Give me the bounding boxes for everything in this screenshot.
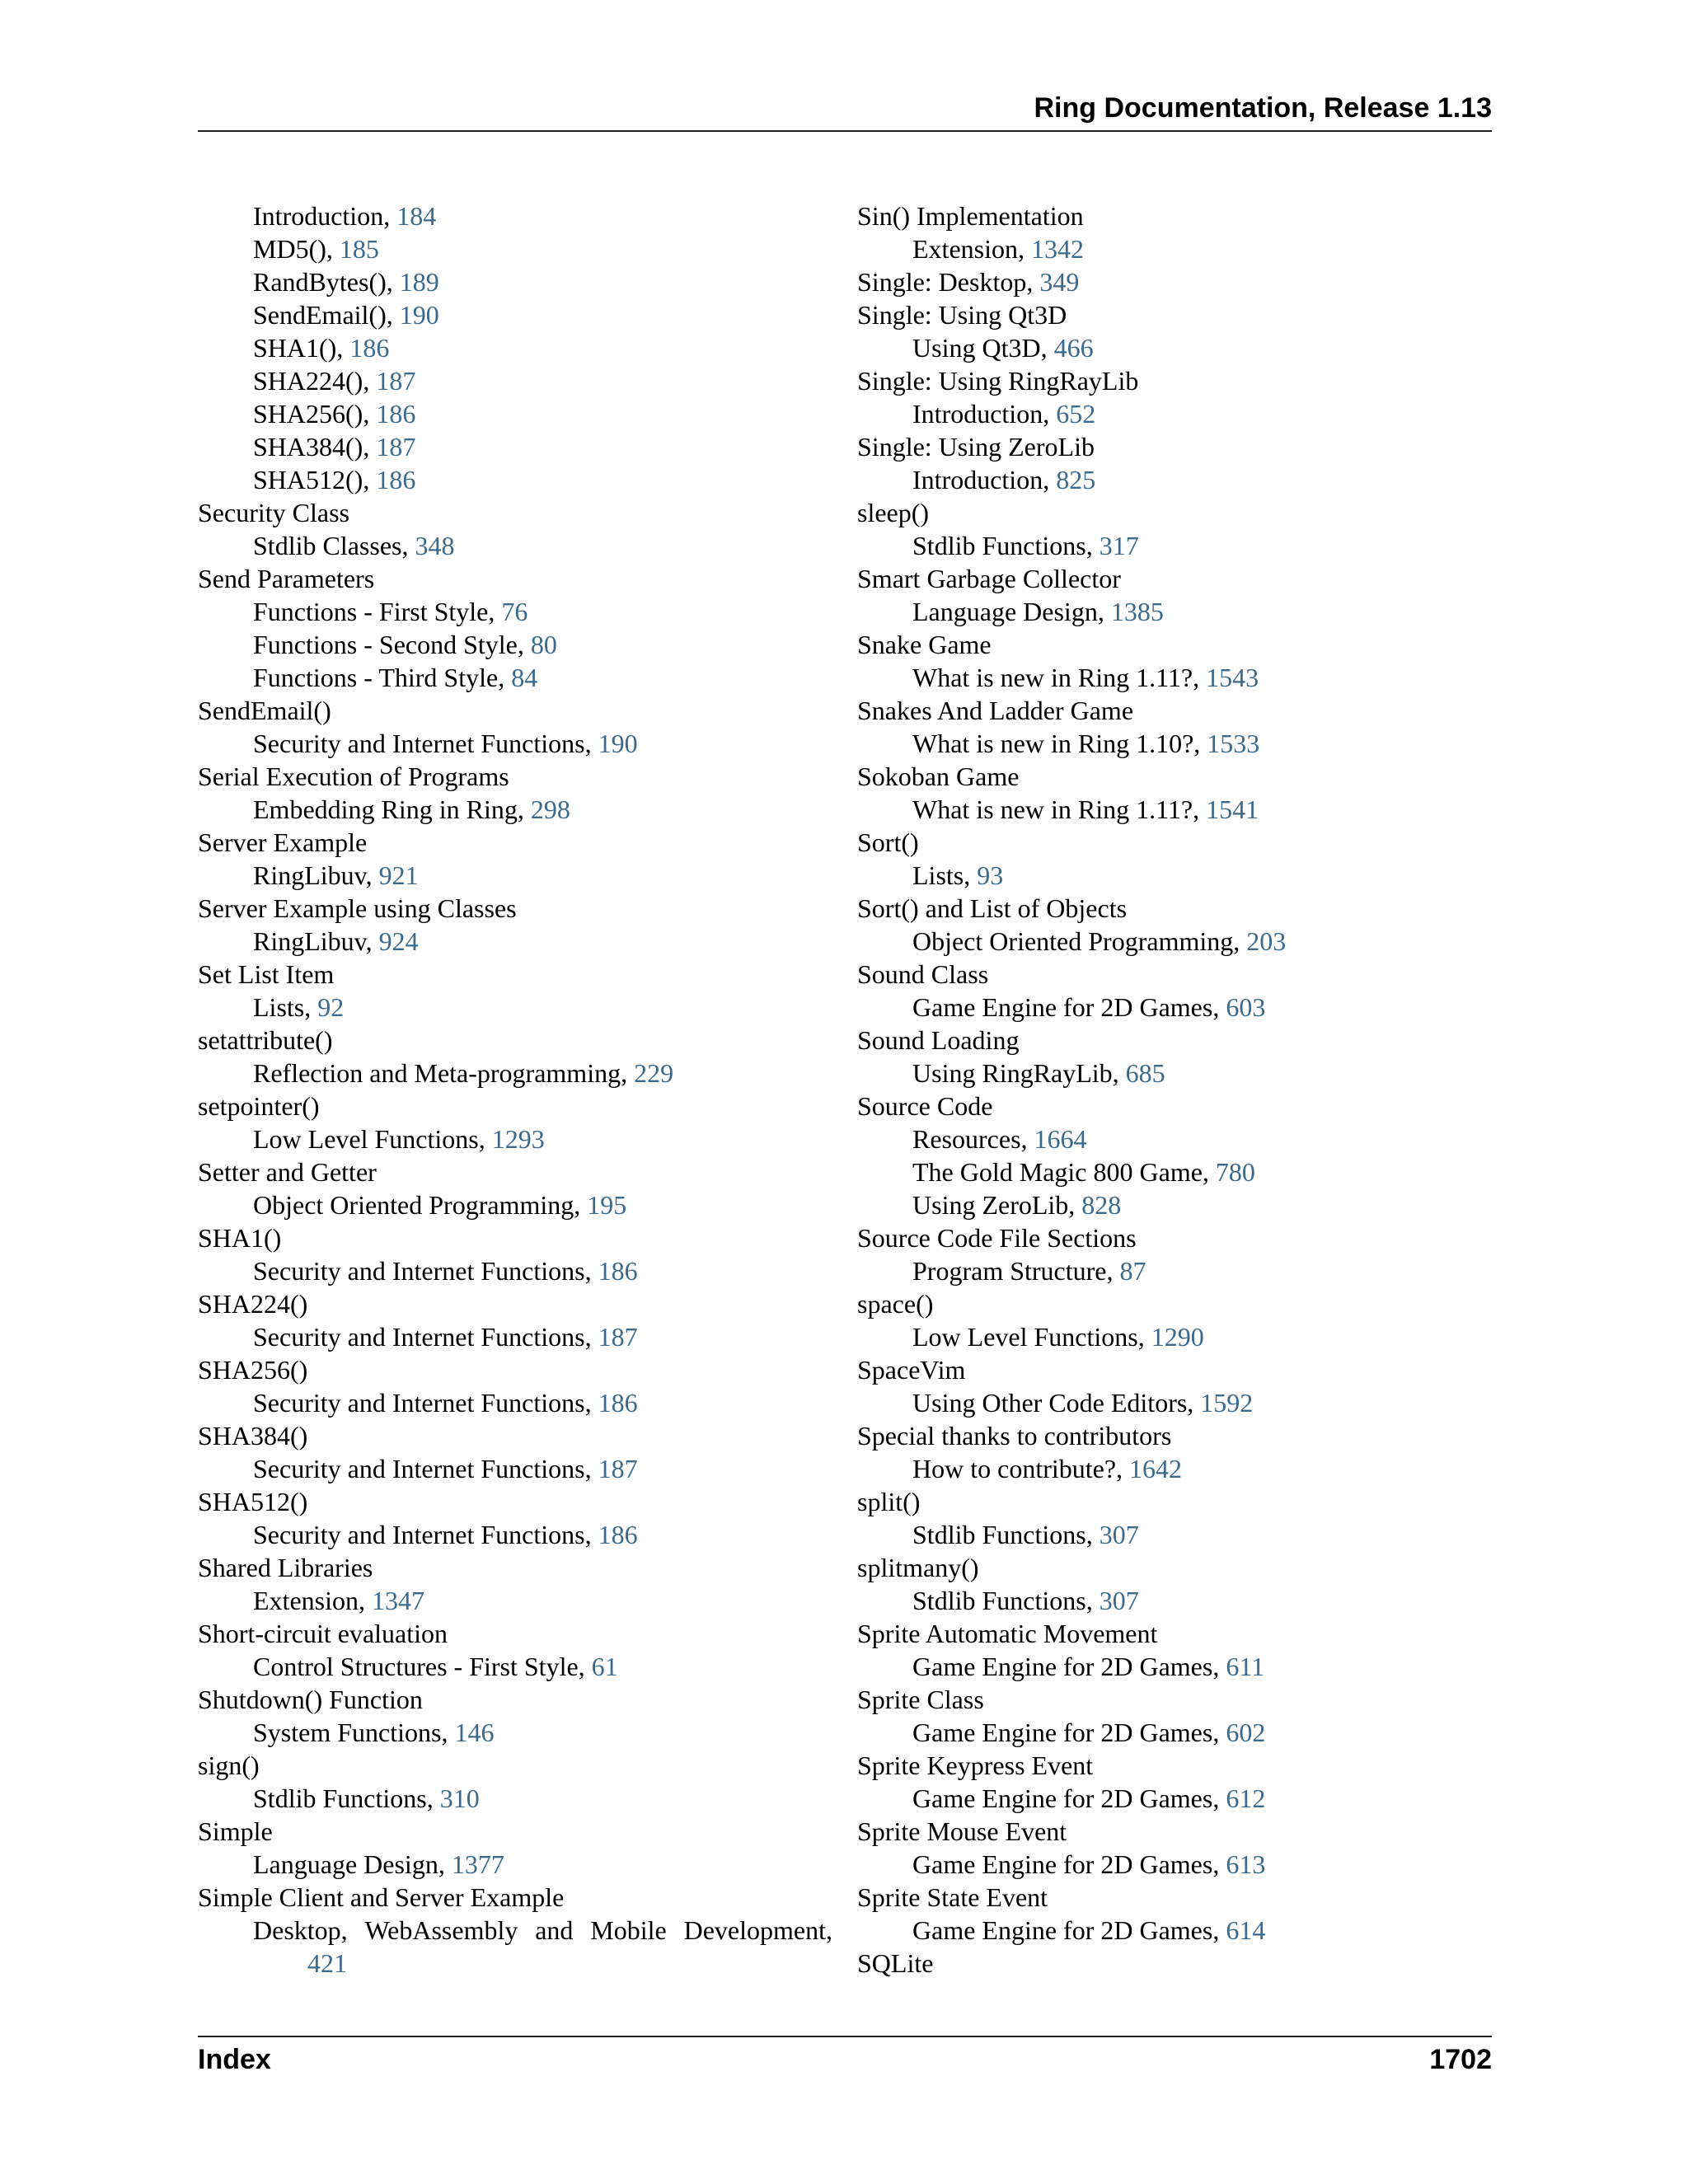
index-entry-text: Source Code File Sections bbox=[857, 1223, 1137, 1253]
index-entry-text: Functions - First Style, bbox=[253, 597, 502, 626]
page-link[interactable]: 87 bbox=[1119, 1256, 1146, 1286]
index-entry-text: Short-circuit evaluation bbox=[198, 1619, 448, 1648]
page-link[interactable]: 1541 bbox=[1206, 794, 1259, 824]
index-entry-text: Control Structures - First Style, bbox=[253, 1652, 592, 1681]
page-link[interactable]: 612 bbox=[1226, 1783, 1266, 1813]
page-link[interactable]: 307 bbox=[1099, 1520, 1139, 1549]
index-entry-text: sign() bbox=[198, 1750, 260, 1780]
index-term bbox=[857, 826, 1492, 859]
index-entry-text: SHA384() bbox=[198, 1421, 308, 1451]
page-link[interactable]: 186 bbox=[598, 1520, 638, 1549]
index-entry-text: What is new in Ring 1.11?, bbox=[912, 663, 1207, 692]
index-entry-text: Security and Internet Functions, bbox=[253, 729, 598, 758]
index-term bbox=[857, 1090, 1492, 1122]
page-link[interactable]: 184 bbox=[396, 201, 437, 231]
index-subentry bbox=[198, 793, 832, 826]
index-subentry bbox=[198, 1947, 832, 1980]
index-entry-text: Sprite Keypress Event bbox=[857, 1750, 1094, 1780]
index-subentry bbox=[198, 628, 832, 661]
index-subentry bbox=[857, 793, 1492, 826]
index-term bbox=[857, 1287, 1492, 1320]
index-entry-text: Functions - Second Style, bbox=[253, 630, 531, 659]
index-term bbox=[857, 1551, 1492, 1584]
page-link[interactable]: 187 bbox=[376, 366, 416, 396]
index-column-right bbox=[857, 199, 1492, 1980]
index-term bbox=[857, 1815, 1492, 1848]
index-entry-word: Development, bbox=[683, 1915, 832, 1945]
index-entry-text: split() bbox=[857, 1487, 921, 1516]
index-entry-text: Lists, bbox=[912, 860, 978, 890]
page-link[interactable]: 466 bbox=[1053, 333, 1094, 363]
index-subentry bbox=[198, 1057, 832, 1090]
page-link[interactable]: 921 bbox=[378, 860, 419, 890]
index-term bbox=[857, 1024, 1492, 1057]
index-subentry bbox=[198, 232, 832, 265]
page-link[interactable]: 187 bbox=[376, 432, 416, 462]
index-subentry bbox=[857, 1716, 1492, 1749]
index-subentry bbox=[198, 265, 832, 298]
index-term bbox=[198, 760, 832, 793]
page-link[interactable]: 146 bbox=[454, 1718, 495, 1747]
index-term bbox=[198, 1353, 832, 1386]
index-entry-text: Sprite Mouse Event bbox=[857, 1816, 1067, 1846]
index-subentry bbox=[857, 232, 1492, 265]
index-term bbox=[198, 1815, 832, 1848]
index-subentry bbox=[198, 463, 832, 496]
index-entry-text: Language Design, bbox=[912, 597, 1111, 626]
index-subentry bbox=[857, 1155, 1492, 1188]
index-subentry bbox=[857, 1452, 1492, 1485]
page-link[interactable]: 1533 bbox=[1207, 729, 1260, 758]
index-subentry bbox=[198, 1386, 832, 1419]
page-link[interactable]: 203 bbox=[1246, 926, 1287, 956]
index-subentry bbox=[857, 1848, 1492, 1881]
index-subentry bbox=[198, 1914, 832, 1947]
index-entry-text: Special thanks to contributors bbox=[857, 1421, 1172, 1451]
index-entry-text: Serial Execution of Programs bbox=[198, 762, 509, 791]
index-subentry bbox=[857, 991, 1492, 1024]
index-entry-text: Low Level Functions, bbox=[253, 1124, 492, 1154]
index-entry-text: Security Class bbox=[198, 498, 349, 527]
page-link[interactable]: 195 bbox=[587, 1190, 627, 1220]
index-entry-text: SHA1() bbox=[198, 1223, 282, 1253]
index-subentry bbox=[198, 991, 832, 1024]
index-term bbox=[857, 1683, 1492, 1716]
index-entry-text: Stdlib Classes, bbox=[253, 531, 415, 560]
index-subentry bbox=[857, 1057, 1492, 1090]
running-header: Ring Documentation, Release 1.13 bbox=[1034, 92, 1492, 124]
index-term bbox=[857, 1881, 1492, 1914]
page-link[interactable]: 92 bbox=[317, 992, 345, 1022]
index-term bbox=[857, 496, 1492, 529]
index-entry-text: Shared Libraries bbox=[198, 1553, 373, 1582]
page-link[interactable]: 421 bbox=[307, 1948, 347, 1978]
page-link[interactable]: 1543 bbox=[1206, 663, 1259, 692]
index-term bbox=[198, 1287, 832, 1320]
index-subentry bbox=[857, 397, 1492, 430]
index-term bbox=[857, 1617, 1492, 1650]
index-subentry bbox=[198, 859, 832, 892]
index-entry-text: System Functions, bbox=[253, 1718, 455, 1747]
index-term bbox=[198, 1419, 832, 1452]
index-subentry bbox=[198, 331, 832, 364]
index-term bbox=[857, 628, 1492, 661]
page-link[interactable]: 652 bbox=[1056, 399, 1096, 429]
index-entry-word: Mobile bbox=[590, 1915, 667, 1945]
index-entry-text: Snakes And Ladder Game bbox=[857, 696, 1134, 725]
index-entry-text: Sound Loading bbox=[857, 1025, 1020, 1055]
index-entry-text: SHA512(), bbox=[253, 465, 377, 494]
index-entry-text: Single: Using RingRayLib bbox=[857, 366, 1139, 396]
index-entry-text: SHA1(), bbox=[253, 333, 350, 363]
index-subentry bbox=[198, 364, 832, 397]
page-link[interactable]: 1385 bbox=[1110, 597, 1164, 626]
page-link[interactable]: 186 bbox=[376, 399, 416, 429]
page-link[interactable]: 1290 bbox=[1151, 1322, 1204, 1352]
index-entry-text: Setter and Getter bbox=[198, 1157, 377, 1187]
index-subentry bbox=[198, 1254, 832, 1287]
index-term bbox=[198, 562, 832, 595]
index-subentry bbox=[198, 1848, 832, 1881]
index-entry-text: Stdlib Functions, bbox=[912, 531, 1100, 560]
index-term bbox=[857, 892, 1492, 925]
index-entry-text: Sprite Automatic Movement bbox=[857, 1619, 1158, 1648]
page-link[interactable]: 310 bbox=[439, 1783, 480, 1813]
index-entry-text: Functions - Third Style, bbox=[253, 663, 512, 692]
index-subentry bbox=[857, 859, 1492, 892]
index-subentry bbox=[198, 661, 832, 694]
index-entry-text: Security and Internet Functions, bbox=[253, 1256, 598, 1286]
index-term bbox=[857, 1419, 1492, 1452]
index-entry-text: Language Design, bbox=[253, 1849, 452, 1879]
page-link[interactable]: 229 bbox=[634, 1058, 674, 1088]
index-subentry bbox=[198, 430, 832, 463]
page-link[interactable]: 186 bbox=[349, 333, 390, 363]
index-entry-text: Sin() Implementation bbox=[857, 201, 1084, 231]
page-link[interactable]: 186 bbox=[598, 1388, 638, 1418]
index-subentry bbox=[198, 727, 832, 760]
index-entry-text: Sort() bbox=[857, 827, 919, 857]
footer-section-label: Index bbox=[198, 2044, 271, 2075]
index-entry-text: How to contribute?, bbox=[912, 1454, 1130, 1483]
index-term bbox=[198, 1551, 832, 1584]
index-subentry bbox=[198, 1188, 832, 1221]
index-entry-text: What is new in Ring 1.10?, bbox=[912, 729, 1207, 758]
index-subentry bbox=[857, 661, 1492, 694]
page-link[interactable]: 84 bbox=[511, 663, 538, 692]
page-link[interactable]: 825 bbox=[1056, 465, 1096, 494]
page-link[interactable]: 613 bbox=[1226, 1849, 1266, 1879]
index-entry-text: Game Engine for 2D Games, bbox=[912, 1652, 1226, 1681]
page-link[interactable]: 828 bbox=[1081, 1190, 1122, 1220]
page-link[interactable]: 1347 bbox=[371, 1586, 424, 1615]
page-link[interactable]: 1642 bbox=[1129, 1454, 1183, 1483]
index-entry-text: Sound Class bbox=[857, 959, 989, 989]
index-entry-text: Send Parameters bbox=[198, 564, 375, 593]
page-link[interactable]: 187 bbox=[598, 1454, 638, 1483]
index-subentry bbox=[857, 1320, 1492, 1353]
page-link[interactable]: 185 bbox=[339, 234, 379, 264]
index-entry-text: Sort() and List of Objects bbox=[857, 893, 1128, 923]
index-term bbox=[198, 826, 832, 859]
index-entry-text: Game Engine for 2D Games, bbox=[912, 992, 1226, 1022]
index-entry-text: SHA224() bbox=[198, 1289, 308, 1319]
index-entry-text: Simple bbox=[198, 1816, 273, 1846]
index-subentry bbox=[857, 1386, 1492, 1419]
index-entry-word: Desktop, bbox=[253, 1915, 348, 1945]
index-term bbox=[857, 430, 1492, 463]
index-subentry bbox=[198, 1782, 832, 1815]
index-term bbox=[198, 1683, 832, 1716]
index-subentry bbox=[198, 1320, 832, 1353]
index-term bbox=[198, 958, 832, 991]
index-subentry bbox=[198, 1650, 832, 1683]
index-entry-text: Server Example bbox=[198, 827, 368, 857]
index-entry-text: Embedding Ring in Ring, bbox=[253, 794, 531, 824]
index-entry-text: Stdlib Functions, bbox=[912, 1586, 1100, 1615]
index-subentry bbox=[857, 925, 1492, 958]
index-entry-text: MD5(), bbox=[253, 234, 340, 264]
index-term bbox=[857, 298, 1492, 331]
page-link[interactable]: 190 bbox=[399, 300, 439, 330]
page-link[interactable]: 1342 bbox=[1030, 234, 1084, 264]
index-entry-text: What is new in Ring 1.11?, bbox=[912, 794, 1207, 824]
page-link[interactable]: 186 bbox=[598, 1256, 638, 1286]
index-term bbox=[857, 694, 1492, 727]
footer-rule bbox=[198, 2036, 1492, 2037]
index-entry-text: SendEmail() bbox=[198, 696, 331, 725]
index-entry-text: Low Level Functions, bbox=[912, 1322, 1151, 1352]
index-term bbox=[857, 562, 1492, 595]
page-link[interactable]: 61 bbox=[591, 1652, 618, 1681]
page-link[interactable]: 603 bbox=[1226, 992, 1266, 1022]
index-subentry bbox=[857, 727, 1492, 760]
index-entry-text: Stdlib Functions, bbox=[253, 1783, 440, 1813]
index-term bbox=[198, 1485, 832, 1518]
index-term bbox=[198, 1024, 832, 1057]
index-entry-text: Sprite State Event bbox=[857, 1882, 1048, 1912]
page-link[interactable]: 348 bbox=[415, 531, 455, 560]
index-subentry bbox=[857, 595, 1492, 628]
page-link[interactable]: 685 bbox=[1125, 1058, 1165, 1088]
index-entry-text: Set List Item bbox=[198, 959, 335, 989]
page-link[interactable]: 349 bbox=[1039, 267, 1080, 297]
index-term bbox=[857, 364, 1492, 397]
index-term bbox=[857, 265, 1492, 298]
index-entry-text: SendEmail(), bbox=[253, 300, 400, 330]
page-link[interactable]: 186 bbox=[376, 465, 416, 494]
index-entry-text: SHA256() bbox=[198, 1355, 308, 1385]
page-link[interactable]: 189 bbox=[399, 267, 439, 297]
index-entry-text: Sprite Class bbox=[857, 1685, 984, 1714]
index-term bbox=[857, 760, 1492, 793]
page-link[interactable]: 1377 bbox=[451, 1849, 504, 1879]
page-link[interactable]: 190 bbox=[598, 729, 638, 758]
index-entry-text: Game Engine for 2D Games, bbox=[912, 1849, 1226, 1879]
page-link[interactable]: 307 bbox=[1099, 1586, 1139, 1615]
index-subentry bbox=[198, 595, 832, 628]
index-entry-text: RandBytes(), bbox=[253, 267, 400, 297]
index-subentry bbox=[857, 463, 1492, 496]
index-entry-text: Using RingRayLib, bbox=[912, 1058, 1126, 1088]
index-term bbox=[857, 199, 1492, 232]
index-entry-text: Security and Internet Functions, bbox=[253, 1388, 598, 1418]
index-term bbox=[857, 1947, 1492, 1980]
index-subentry bbox=[857, 1914, 1492, 1947]
index-entry-text: Introduction, bbox=[253, 201, 397, 231]
page-link[interactable]: 1664 bbox=[1034, 1124, 1087, 1154]
index-entry-text: Using Other Code Editors, bbox=[912, 1388, 1201, 1418]
index-entry-text: Extension, bbox=[253, 1586, 372, 1615]
index-entry-text: Reflection and Meta-programming, bbox=[253, 1058, 635, 1088]
index-entry-text: Game Engine for 2D Games, bbox=[912, 1783, 1226, 1813]
index-entry-text: Single: Desktop, bbox=[857, 267, 1040, 297]
footer-page-number: 1702 bbox=[1429, 2044, 1492, 2075]
index-entry-text: Lists, bbox=[253, 992, 318, 1022]
index-term bbox=[857, 958, 1492, 991]
index-term bbox=[198, 496, 832, 529]
index-subentry bbox=[857, 1518, 1492, 1551]
index-subentry bbox=[198, 925, 832, 958]
index-term bbox=[198, 1881, 832, 1914]
index-subentry bbox=[857, 331, 1492, 364]
index-entry-text: Source Code bbox=[857, 1091, 993, 1121]
index-entry-text: Smart Garbage Collector bbox=[857, 564, 1121, 593]
index-entry-text: Security and Internet Functions, bbox=[253, 1520, 598, 1549]
index-entry-text: splitmany() bbox=[857, 1553, 979, 1582]
index-term bbox=[857, 1485, 1492, 1518]
index-subentry bbox=[198, 1716, 832, 1749]
index-entry-text: RingLibuv, bbox=[253, 926, 379, 956]
index-subentry bbox=[857, 1782, 1492, 1815]
index-entry-word: and bbox=[535, 1915, 574, 1945]
index-term bbox=[857, 1749, 1492, 1782]
index-entry-text: setattribute() bbox=[198, 1025, 333, 1055]
index-subentry bbox=[857, 1254, 1492, 1287]
index-entry-text: SHA384(), bbox=[253, 432, 377, 462]
index-entry-text: Program Structure, bbox=[912, 1256, 1120, 1286]
index-subentry bbox=[857, 529, 1492, 562]
index-term bbox=[198, 694, 832, 727]
index-entry-text: Introduction, bbox=[912, 465, 1057, 494]
index-entry-text: SHA256(), bbox=[253, 399, 377, 429]
index-subentry bbox=[198, 298, 832, 331]
index-entry-text: Introduction, bbox=[912, 399, 1057, 429]
index-entry-text: Shutdown() Function bbox=[198, 1685, 423, 1714]
page-link[interactable]: 80 bbox=[530, 630, 557, 659]
page-link[interactable]: 1592 bbox=[1200, 1388, 1254, 1418]
index-entry-text: Single: Using ZeroLib bbox=[857, 432, 1095, 462]
page-link[interactable]: 317 bbox=[1099, 531, 1139, 560]
index-entry-text: Simple Client and Server Example bbox=[198, 1882, 565, 1912]
index-entry-text: space() bbox=[857, 1289, 934, 1319]
index-term bbox=[198, 1155, 832, 1188]
index-subentry bbox=[198, 199, 832, 232]
index-term bbox=[198, 1749, 832, 1782]
page-link[interactable]: 924 bbox=[378, 926, 419, 956]
index-subentry bbox=[857, 1188, 1492, 1221]
index-term bbox=[198, 1617, 832, 1650]
index-term bbox=[198, 892, 832, 925]
index-entry-text: Single: Using Qt3D bbox=[857, 300, 1067, 330]
index-subentry bbox=[857, 1122, 1492, 1155]
index-column-left bbox=[198, 199, 832, 1980]
index-term bbox=[198, 1090, 832, 1122]
index-term bbox=[857, 1353, 1492, 1386]
index-subentry bbox=[198, 1584, 832, 1617]
index-subentry bbox=[198, 529, 832, 562]
index-entry-text: Stdlib Functions, bbox=[912, 1520, 1100, 1549]
index-entry-text: setpointer() bbox=[198, 1091, 320, 1121]
index-entry-text: RingLibuv, bbox=[253, 860, 379, 890]
page-link[interactable]: 298 bbox=[530, 794, 570, 824]
index-entry-text: SHA512() bbox=[198, 1487, 308, 1516]
index-entry-text: Using Qt3D, bbox=[912, 333, 1054, 363]
page-link[interactable]: 76 bbox=[501, 597, 528, 626]
index-entry-text: Using ZeroLib, bbox=[912, 1190, 1082, 1220]
page-link[interactable]: 780 bbox=[1215, 1157, 1255, 1187]
index-subentry bbox=[198, 397, 832, 430]
index-entry-text: SpaceVim bbox=[857, 1355, 966, 1385]
index-entry-text: Resources, bbox=[912, 1124, 1034, 1154]
index-subentry bbox=[198, 1452, 832, 1485]
index-entry-text: Extension, bbox=[912, 234, 1031, 264]
page-link[interactable]: 614 bbox=[1226, 1915, 1266, 1945]
index-subentry bbox=[857, 1584, 1492, 1617]
index-entry-text: Server Example using Classes bbox=[198, 893, 517, 923]
page-link[interactable]: 93 bbox=[977, 860, 1004, 890]
header-rule bbox=[198, 130, 1492, 132]
index-entry-word: WebAssembly bbox=[364, 1915, 518, 1945]
index-term bbox=[198, 1221, 832, 1254]
index-entry-text: SQLite bbox=[857, 1948, 934, 1978]
index-entry-text: Object Oriented Programming, bbox=[253, 1190, 588, 1220]
index-entry-text: SHA224(), bbox=[253, 366, 377, 396]
index-subentry bbox=[857, 1650, 1492, 1683]
index-entry-text: Security and Internet Functions, bbox=[253, 1454, 598, 1483]
index-entry-text: Snake Game bbox=[857, 630, 992, 659]
page-link[interactable]: 187 bbox=[598, 1322, 638, 1352]
page-link[interactable]: 602 bbox=[1226, 1718, 1266, 1747]
index-entry-text: Game Engine for 2D Games, bbox=[912, 1718, 1226, 1747]
index-subentry bbox=[198, 1518, 832, 1551]
page-link[interactable]: 611 bbox=[1226, 1652, 1265, 1681]
index-entry-text: Game Engine for 2D Games, bbox=[912, 1915, 1226, 1945]
page-link[interactable]: 1293 bbox=[491, 1124, 545, 1154]
index-term bbox=[857, 1221, 1492, 1254]
index-entry-text: sleep() bbox=[857, 498, 930, 527]
index-entry-text: Object Oriented Programming, bbox=[912, 926, 1247, 956]
index-entry-text: Security and Internet Functions, bbox=[253, 1322, 598, 1352]
index-entry-text: Sokoban Game bbox=[857, 762, 1020, 791]
index-entry-text: The Gold Magic 800 Game, bbox=[912, 1157, 1216, 1187]
index-subentry bbox=[198, 1122, 832, 1155]
